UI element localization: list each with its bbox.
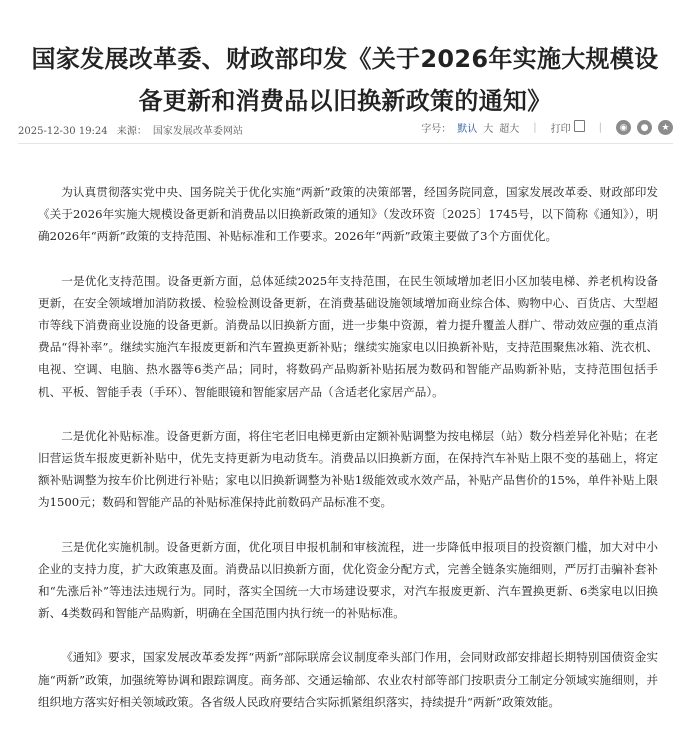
font-size-large[interactable]: 大 (483, 124, 494, 135)
print-label: 打印 (550, 124, 571, 135)
paragraph: 三是优化实施机制。设备更新方面，优化项目申报机制和审核流程，进一步降低申报项目的投资额门槛，加大对中小企业的支持力度，扩大政策惠及面。消费品以旧换新方面，优化资金分配方式，完善全链条实施细则，严厉打击骗补套补和“先涨后补”等违法违规行为。同时，落实全国统一大市场建设要求，对汽车报废更新、汽车置换更新、6类家电以旧换新、4类数码和智能产品购新，明确在全国范围内执行统一的补贴标准。 (38, 539, 658, 621)
weibo-icon[interactable]: ◉ (616, 120, 631, 135)
divider: | (598, 122, 602, 133)
publish-datetime: 2025-12-30 19:24 (18, 126, 108, 137)
wechat-icon[interactable]: ● (637, 120, 652, 135)
divider-line (18, 143, 673, 144)
paragraph: 一是优化支持范围。设备更新方面，总体延续2025年支持范围，在民生领域增加老旧小区加装电梯、养老机构设备更新，在安全领域增加消防救援、检验检测设备更新，在消费基础设施领域增加商业综合体、购物中心、百货店、大型超市等线下消费商业设施的设备更新。消费品以旧换新方面，进一步集中资源，着力提升覆盖人群广、带动效应强的重点消费品“得补率”。继续实施汽车报废更新和汽车置换更新补贴；继续实施家电以旧换新补贴，支持范围聚焦冰箱、洗衣机、电视、空调、电脑、热水器等6类产品；同时，将数码产品购新补贴拓展为数码和智能产品购新补贴，支持范围包括手机、平板、智能手表（手环）、智能眼镜和智能家居产品（含适老化家居产品）。 (38, 273, 658, 399)
article-title: 国家发展改革委、财政部印发《关于2026年实施大规模设备更新和消费品以旧换新政策的通知》 (31, 45, 659, 116)
favorite-icon[interactable]: ★ (658, 120, 673, 135)
divider: | (533, 122, 537, 133)
article-meta (18, 120, 673, 138)
paragraph: 二是优化补贴标准。设备更新方面，将住宅老旧电梯更新由定额补贴调整为按电梯层（站）数分档差异化补贴；在老旧营运货车报废更新补贴中，优先支持更新为电动货车。消费品以旧换新方面，在保持汽车补贴上限不变的基础上，将定额补贴调整为按车价比例进行补贴；家电以旧换新调整为补贴1级能效或水效产品，补贴产品售价的15%，单件补贴上限为1500元；数码和智能产品的补贴标准保持此前数码产品标准不变。 (38, 428, 658, 510)
print-button[interactable] (551, 120, 585, 135)
paragraph: 为认真贯彻落实党中央、国务院关于优化实施“两新”政策的决策部署，经国务院同意，国家发展改革委、财政部印发《关于2026年实施大规模设备更新和消费品以旧换新政策的通知》（发改环资〔2025〕1745号，以下简称《通知》），明确2026年“两新”政策的支持范围、补贴标准和工作要求。2026年“两新”政策主要做了3个方面优化。 (38, 185, 658, 244)
paragraph: 《通知》要求，国家发展改革委发挥“两新”部际联席会议制度牵头部门作用，会同财政部安排超长期特别国债资金实施“两新”政策，加强统筹协调和跟踪调度。商务部、交通运输部、农业农村部等部门按职责分工制定分领域实施细则，并组织地方落实好相关领域政策。各省级人民政府要结合实际抓紧组织落实，持续提升“两新”政策效能。 (38, 650, 658, 709)
font-size-xlarge[interactable]: 超大 (499, 124, 520, 135)
source-name: 国家发展改革委网站 (152, 126, 243, 137)
print-icon (574, 120, 585, 132)
font-size-label: 字号： (421, 124, 452, 135)
source-label: 来源： (116, 126, 147, 137)
font-size-default[interactable]: 默认 (457, 124, 478, 135)
